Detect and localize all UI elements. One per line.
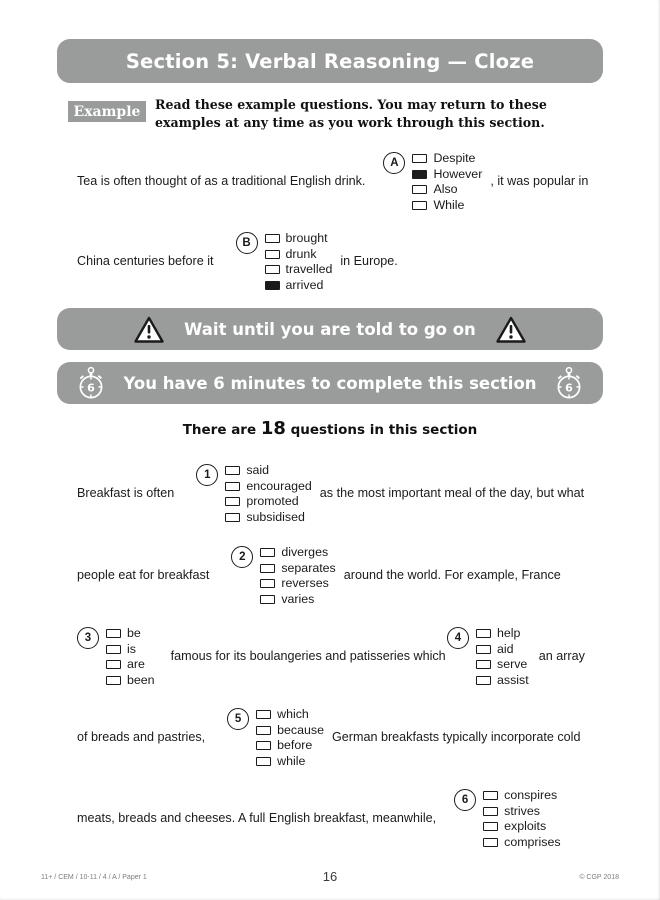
checkbox-icon[interactable] xyxy=(265,250,280,259)
question-5-answer-group xyxy=(227,708,324,768)
checkbox-icon[interactable] xyxy=(260,595,275,604)
option-row[interactable] xyxy=(476,627,529,640)
question-3-trail: famous for its boulangeries and patisseries which xyxy=(170,649,446,664)
question-1-trail: as the most important meal of the day, but what xyxy=(319,486,585,501)
example-instructions: Read these example questions. You may return to these examples at any time as you work through this section. xyxy=(155,97,547,130)
question-4 xyxy=(447,627,585,687)
question-2-trail: around the world. For example, France xyxy=(343,568,561,583)
section-header-banner xyxy=(57,39,603,83)
option-row[interactable] xyxy=(265,279,333,292)
checkbox-icon[interactable] xyxy=(265,265,280,274)
example-b-trail: in Europe. xyxy=(340,254,398,269)
example-question-a xyxy=(77,152,588,212)
option-row[interactable] xyxy=(412,168,482,181)
example-a-options xyxy=(412,152,482,212)
question-1-answer-group xyxy=(196,464,311,524)
question-count-prefix: There are xyxy=(182,422,257,438)
time-banner-text: You have 6 minutes to complete this section xyxy=(123,373,537,393)
option-label: travelled xyxy=(285,262,333,277)
example-a-answer-group xyxy=(383,152,482,212)
option-label: said xyxy=(246,463,270,477)
option-label: varies xyxy=(281,591,315,606)
option-label: which xyxy=(277,707,309,721)
checkbox-icon[interactable] xyxy=(256,726,271,735)
checkbox-icon[interactable] xyxy=(225,466,240,475)
question-5 xyxy=(77,708,580,768)
option-row[interactable] xyxy=(106,627,155,640)
option-row[interactable] xyxy=(256,755,324,768)
checkbox-icon[interactable] xyxy=(225,513,240,522)
checkbox-icon[interactable] xyxy=(106,660,121,669)
option-row[interactable] xyxy=(260,562,335,575)
example-a-lead: Tea is often thought of as a traditional English drink. xyxy=(77,174,366,189)
option-row[interactable] xyxy=(225,495,311,508)
option-row[interactable] xyxy=(476,643,529,656)
option-label: before xyxy=(277,738,313,753)
checkbox-icon[interactable] xyxy=(106,676,121,685)
question-3-answer-group xyxy=(77,627,155,687)
checkbox-icon[interactable] xyxy=(483,838,498,847)
example-a-marker: A xyxy=(383,152,405,174)
question-3 xyxy=(77,627,446,687)
option-row[interactable] xyxy=(476,674,529,687)
checkbox-icon[interactable] xyxy=(412,201,427,210)
checkbox-icon[interactable] xyxy=(260,548,275,557)
wait-banner xyxy=(57,308,603,350)
question-6-options xyxy=(483,789,560,849)
question-6-lead: meats, breads and cheeses. A full English breakfast, meanwhile, xyxy=(77,811,437,826)
option-row[interactable] xyxy=(225,480,311,493)
section-title: Section 5: Verbal Reasoning — Cloze xyxy=(125,49,535,73)
option-label: aid xyxy=(497,641,514,656)
checkbox-icon[interactable] xyxy=(106,645,121,654)
checkbox-icon[interactable] xyxy=(265,234,280,243)
question-3-number: 3 xyxy=(77,627,99,649)
option-row[interactable] xyxy=(106,674,155,687)
option-row[interactable] xyxy=(260,577,335,590)
question-1 xyxy=(77,464,584,524)
checkbox-icon[interactable] xyxy=(225,497,240,506)
checkbox-icon[interactable] xyxy=(256,710,271,719)
checkbox-filled-icon[interactable] xyxy=(265,281,280,290)
option-row[interactable] xyxy=(260,546,335,559)
option-label: conspires xyxy=(504,788,558,802)
checkbox-icon[interactable] xyxy=(476,660,491,669)
stopwatch-minutes: 6 xyxy=(87,381,96,395)
option-row[interactable] xyxy=(225,464,311,477)
option-label: while xyxy=(277,753,306,768)
option-label: strives xyxy=(504,803,540,818)
option-label: However xyxy=(433,166,483,181)
option-row[interactable] xyxy=(260,593,335,606)
option-row[interactable] xyxy=(483,805,560,818)
option-row[interactable] xyxy=(483,820,560,833)
option-label: diverges xyxy=(281,545,329,559)
checkbox-icon[interactable] xyxy=(256,757,271,766)
example-b-options xyxy=(265,232,333,292)
option-label: separates xyxy=(281,560,336,575)
option-label: Despite xyxy=(433,151,476,165)
option-row[interactable] xyxy=(412,152,482,165)
option-label: encouraged xyxy=(246,478,312,493)
footer-copyright: © CGP 2018 xyxy=(579,874,619,881)
question-1-number: 1 xyxy=(196,464,218,486)
option-label: assist xyxy=(497,672,529,687)
question-6 xyxy=(77,789,569,849)
option-label: arrived xyxy=(285,277,324,292)
option-label: help xyxy=(497,626,521,640)
stopwatch-minutes: 6 xyxy=(564,381,573,395)
option-row[interactable] xyxy=(256,724,324,737)
question-2-answer-group xyxy=(231,546,335,606)
option-label: been xyxy=(127,672,155,687)
question-2-options xyxy=(260,546,335,606)
option-label: comprises xyxy=(504,834,561,849)
question-5-trail: German breakfasts typically incorporate cold xyxy=(331,730,581,745)
option-row[interactable] xyxy=(256,739,324,752)
question-5-number: 5 xyxy=(227,708,249,730)
example-tag xyxy=(68,101,146,122)
option-row[interactable] xyxy=(476,658,529,671)
question-3-options xyxy=(106,627,155,687)
checkbox-filled-icon[interactable] xyxy=(412,170,427,179)
question-2 xyxy=(77,546,561,606)
question-count xyxy=(0,418,660,439)
question-4-answer-group xyxy=(447,627,529,687)
option-label: reverses xyxy=(281,576,329,591)
example-tag-label: Example xyxy=(73,103,141,120)
checkbox-icon[interactable] xyxy=(483,822,498,831)
checkbox-icon[interactable] xyxy=(476,676,491,685)
checkbox-icon[interactable] xyxy=(483,791,498,800)
question-6-answer-group xyxy=(454,789,560,849)
option-row[interactable] xyxy=(412,183,482,196)
checkbox-icon[interactable] xyxy=(483,807,498,816)
example-b-marker: B xyxy=(236,232,258,254)
footer-reference: 11+ / CEM / 10-11 / 4 / A / Paper 1 xyxy=(41,874,147,881)
warning-triangle-icon xyxy=(496,316,526,343)
wait-banner-text: Wait until you are told to go on xyxy=(184,319,476,339)
checkbox-icon[interactable] xyxy=(256,741,271,750)
checkbox-icon[interactable] xyxy=(476,629,491,638)
checkbox-icon[interactable] xyxy=(106,629,121,638)
question-4-number: 4 xyxy=(447,627,469,649)
checkbox-icon[interactable] xyxy=(260,579,275,588)
option-row[interactable] xyxy=(483,836,560,849)
question-5-options xyxy=(256,708,324,768)
question-1-lead: Breakfast is often xyxy=(77,486,175,501)
option-row[interactable] xyxy=(412,199,482,212)
question-count-suffix: questions in this section xyxy=(290,422,478,438)
question-4-trail: an array xyxy=(538,649,585,664)
checkbox-icon[interactable] xyxy=(412,154,427,163)
question-5-lead: of breads and pastries, xyxy=(77,730,206,745)
question-4-options xyxy=(476,627,529,687)
option-row[interactable] xyxy=(265,232,333,245)
option-row[interactable] xyxy=(256,708,324,721)
page-number: 16 xyxy=(322,869,338,884)
checkbox-icon[interactable] xyxy=(412,185,427,194)
option-label: promoted xyxy=(246,494,299,509)
question-1-options xyxy=(225,464,311,524)
example-question-b xyxy=(77,232,398,292)
stopwatch-icon xyxy=(75,366,107,400)
option-label: While xyxy=(433,197,465,212)
example-a-trail: , it was popular in xyxy=(490,174,589,189)
question-2-lead: people eat for breakfast xyxy=(77,568,210,583)
option-label: drunk xyxy=(285,246,317,261)
option-label: be xyxy=(127,626,141,640)
checkbox-icon[interactable] xyxy=(225,482,240,491)
option-row[interactable] xyxy=(106,658,155,671)
option-row[interactable] xyxy=(483,789,560,802)
warning-triangle-icon xyxy=(134,316,164,343)
option-label: exploits xyxy=(504,819,547,834)
option-label: because xyxy=(277,722,324,737)
stopwatch-icon xyxy=(553,366,585,400)
option-row[interactable] xyxy=(106,643,155,656)
checkbox-icon[interactable] xyxy=(476,645,491,654)
option-label: Also xyxy=(433,182,458,197)
example-b-lead: China centuries before it xyxy=(77,254,214,269)
option-row[interactable] xyxy=(265,263,333,276)
question-count-value: 18 xyxy=(260,418,286,439)
question-2-number: 2 xyxy=(231,546,253,568)
option-label: subsidised xyxy=(246,509,305,524)
question-6-number: 6 xyxy=(454,789,476,811)
option-label: are xyxy=(127,657,145,672)
option-label: serve xyxy=(497,657,528,672)
time-banner xyxy=(57,362,603,404)
option-row[interactable] xyxy=(265,248,333,261)
option-row[interactable] xyxy=(225,511,311,524)
option-label: is xyxy=(127,641,136,656)
example-b-answer-group xyxy=(236,232,333,292)
option-label: brought xyxy=(285,231,328,245)
checkbox-icon[interactable] xyxy=(260,564,275,573)
